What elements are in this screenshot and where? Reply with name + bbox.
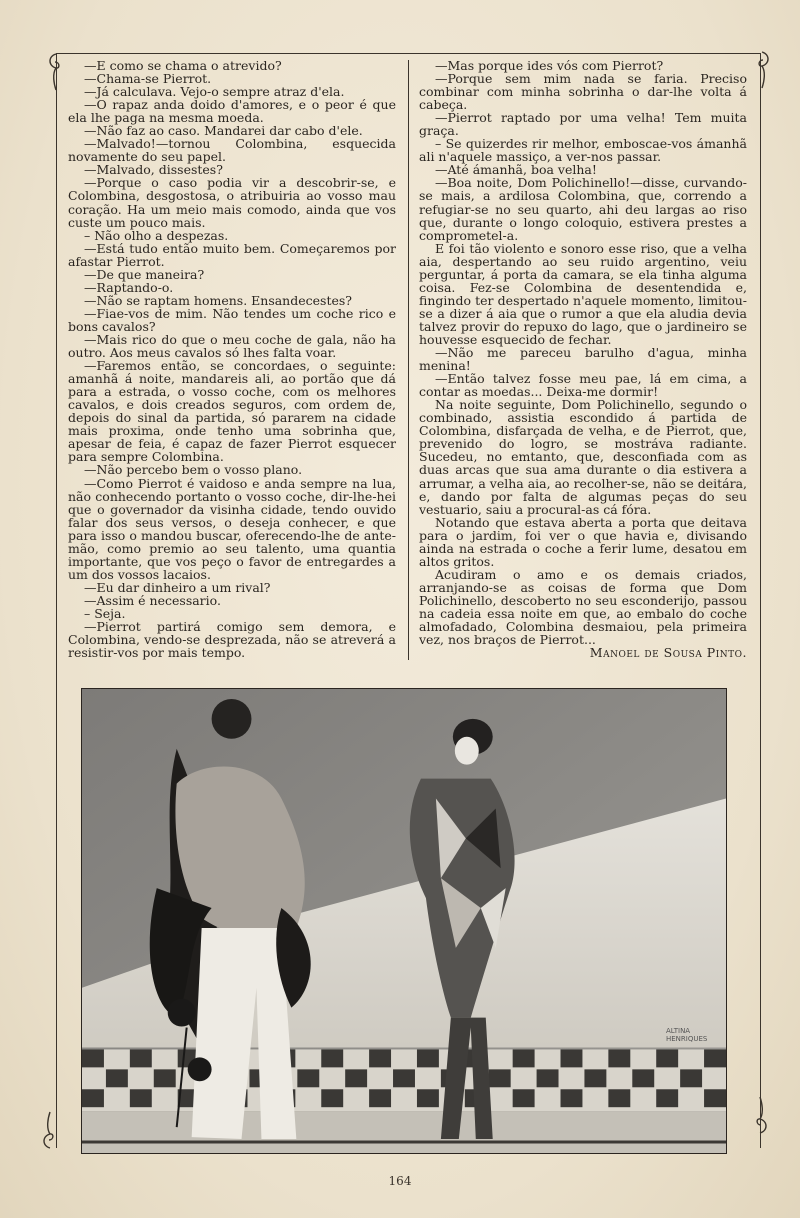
column-divider	[408, 60, 409, 660]
paragraph: —Até ámanhã, boa velha!	[435, 162, 597, 178]
artist-signature: ALTINA HENRIQUES	[666, 1027, 708, 1043]
paragraph: E foi tão violento e sonoro esse riso, que a velha aia, despertando ao seu ruido argentino, veiu perguntar, á porta da camara, se ela tinha alguma coisa. Fez-se Colombina de desentendida e, fingindo ter despertado n'aquele momento, limitou-se a dizer á aia que o rumor a que ela aludia devia talvez provir do repuxo do lago, que o jardineiro se houvesse esquecido de fechar.	[419, 240, 747, 347]
paragraph: —Malvado, dissestes?	[84, 162, 223, 178]
paragraph: —Fiae-vos de mim. Não tendes um coche rico e bons cavalos?	[68, 305, 396, 334]
paragraph: Notando que estava aberta a porta que deitava para o jardim, foi ver o que havia e, divisando ainda na estrada o coche a ferir lume, desatou em altos gritos.	[419, 514, 747, 569]
paragraph: —Não percebo bem o vosso plano.	[84, 462, 303, 478]
scroll-ornament-icon	[38, 1110, 58, 1150]
paragraph: – Não olho a despezas.	[84, 227, 229, 243]
paragraph: —Mais rico do que o meu coche de gala, não ha outro. Aos meus cavalos só lhes falta voar.	[68, 331, 396, 361]
paragraph: —Pierrot partirá comigo sem demora, e Colombina, vendo-se desprezada, não se atreverá a resistir-vos por mais tempo.	[68, 619, 396, 661]
paragraph: – Se quizerdes rir melhor, emboscae-vos ámanhã ali n'aquele massiço, a ver-nos passar.	[419, 136, 747, 165]
paragraph: —Boa noite, Dom Polichinello!—disse, curvando-se mais, a ardilosa Colombina, que, correndo a refugiar-se no seu quarto, ahi deu largas ao riso que, durante o longo coloquio, estivera prestes a comprometel-a.	[419, 175, 747, 243]
frame-right-rule	[760, 53, 761, 1148]
scroll-ornament-icon	[754, 50, 774, 90]
scroll-ornament-icon	[44, 52, 64, 92]
right-text-column	[419, 59, 747, 659]
left-text-column	[68, 59, 396, 659]
paragraph: —Faremos então, se concordaes, o seguinte: amanhã á noite, mandareis ali, ao portão que dá para a estrada, o vosso coche, com os melhores cavalos, e dois creados seguros, com ordem de, depois do sinal da partida, só pararem na cidade mais proxima, onde tenho uma sobrinha que, apesar de feia, é capaz de fazer Pierrot esquecer para sempre Colombina.	[68, 358, 396, 465]
author-signature: Manoel de Sousa Pinto.	[589, 645, 747, 661]
frame-left-rule	[56, 53, 57, 1148]
paragraph: —Eu dar dinheiro a um rival?	[84, 579, 271, 595]
paragraph: —Não se raptam homens. Ensandecestes?	[84, 292, 352, 308]
paragraph: —Mas porque ides vós com Pierrot?	[435, 58, 664, 73]
paragraph: —Porque o caso podia vir a descobrir-se, e Colombina, desgostosa, o atribuiria ao vosso mau coração. Ha um meio mais comodo, ainda que vos custe um pouco mais.	[68, 175, 396, 230]
paragraph: —Assim é necessario.	[84, 592, 221, 608]
paragraph: —Raptando-o.	[84, 279, 174, 295]
frame-top-rule	[56, 53, 761, 54]
paragraph: —Então talvez fosse meu pae, lá em cima, a contar as moedas... Deixa-me dormir!	[419, 371, 747, 400]
paragraph: —Malvado!—tornou Colombina, esquecida novamente do seu papel.	[68, 136, 396, 165]
paragraph: Acudiram o amo e os demais criados, arranjando-se as coisas de forma que Dom Polichinello, descoberto no seu esconderijo, passou na cadeia essa noite em que, ao embalo do coche almofadado, Colombina desmaiou, pela primeira vez, nos braços de Pierrot...	[419, 566, 747, 648]
paragraph: —De que maneira?	[84, 266, 205, 282]
paragraph: – Seja.	[84, 605, 126, 621]
paragraph: —Como Pierrot é vaidoso e anda sempre na lua, não conhecendo portanto o vosso coche, dir-lhe-hei que o governador da visinha cidade, tendo ouvido falar dos seus versos, o deseja conhecer, e que para isso o mandou buscar, oferecendo-lhe de ante-mão, como premio ao seu talento, uma quantia importante, que vos peço o favor de entregardes a um dos vossos lacaios.	[68, 475, 396, 582]
paragraph: —Não me pareceu barulho d'agua, minha menina!	[419, 345, 747, 374]
paragraph: —Já calculava. Vejo-o sempre atraz d'ela.	[84, 84, 345, 100]
scroll-ornament-icon	[752, 1095, 772, 1135]
paragraph: —Chama-se Pierrot.	[84, 71, 212, 87]
paragraph: Na noite seguinte, Dom Polichinello, segundo o combinado, assistia escondido á partida de Colombina, disfarçada de velha, e de Pierrot, que, prevenido do logro, se mostráva radiante. Sucedeu, no emtanto, que, desconfiada com as duas arcas que sua ama durante o dia estivera a arrumar, a velha aia, ao recolher-se, não se deitára, e, dando por falta de algumas peças do seu vestuario, saiu a procural-as cá fóra.	[419, 397, 747, 517]
pierrot-colombina-illustration	[81, 688, 727, 1154]
page-number: 164	[388, 1174, 412, 1188]
paragraph: —Está tudo então muito bem. Começaremos por afastar Pierrot.	[68, 240, 396, 269]
paragraph: —Pierrot raptado por uma velha! Tem muita graça.	[419, 110, 747, 139]
paragraph: —Porque sem mim nada se faria. Preciso combinar com minha sobrinha o dar-lhe volta á cabeça.	[419, 71, 747, 113]
paragraph: —O rapaz anda doido d'amores, e o peor é que ela lhe paga na mesma moeda.	[68, 97, 396, 126]
paragraph: —Não faz ao caso. Mandarei dar cabo d'ele.	[84, 123, 363, 139]
paragraph: —E como se chama o atrevido?	[84, 58, 282, 73]
